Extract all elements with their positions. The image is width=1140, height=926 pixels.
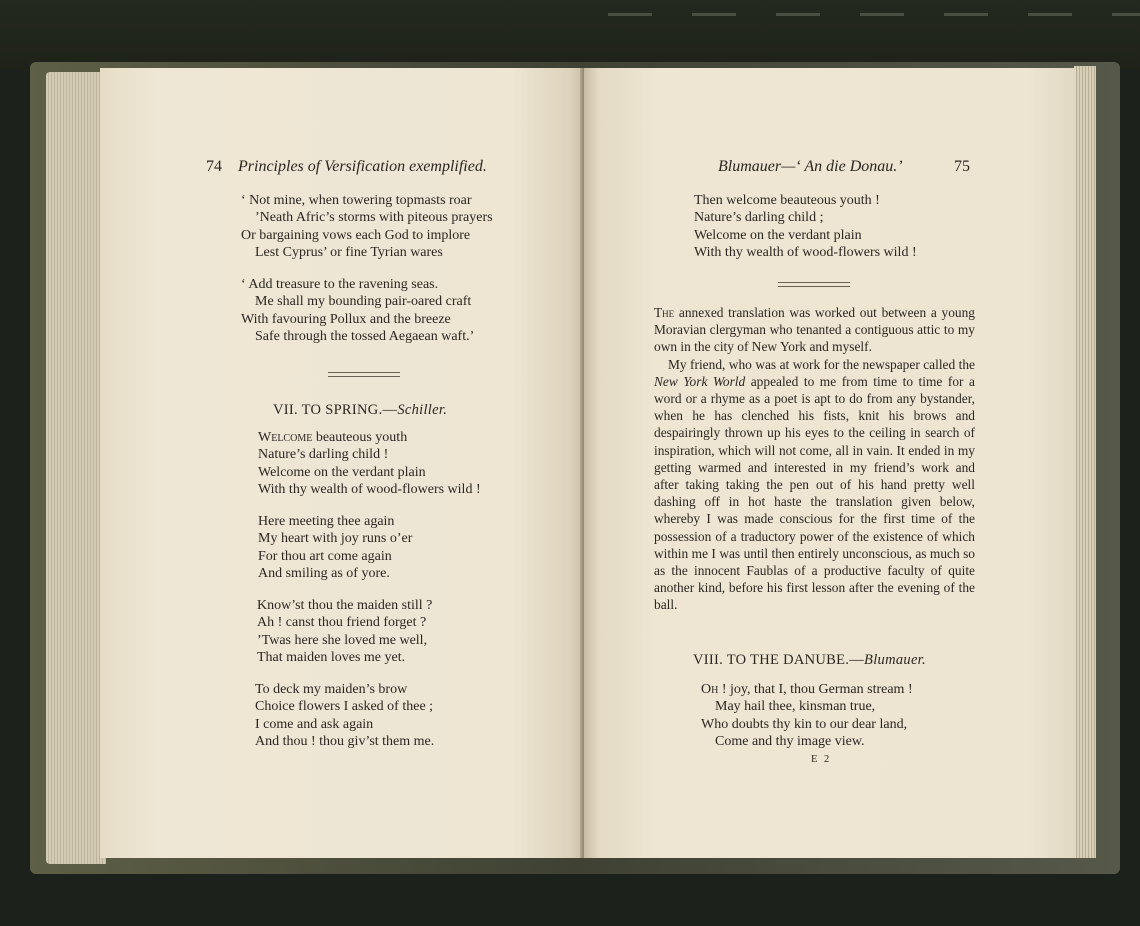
right-page-number: 75	[954, 158, 970, 175]
poem-title-spring: VII. TO SPRING.—Schiller.	[273, 402, 448, 418]
left-page	[100, 68, 584, 858]
stitching-dashes	[600, 13, 1140, 19]
translation-note: The annexed translation was worked out between a young Moravian clergyman who tenanted a contiguous attic to my own in the city of New York and myself. My friend, who was at work for the newspaper called the New York World appealed to me from time to time for a word or a rhyme as a poet is apt to do from any bystander, when he has clenched his fists, knit his brows and despairingly thrown up his eyes to the ceiling in search of inspiration, which will not come, all in vain. It ended in my getting warmed and interested in my friend’s work and after taking taking the pen out of his hand pretty well dashing off in hot haste the translation given below, whereby I was made conscious for the first time of the possession of a traductory power of the existence of which within me I was until then entirely unconscious, as much so as the innocent Faublas of a productive faculty of quite another kind, before his first lesson after the evening of the ball.	[654, 305, 975, 613]
page-edges-right	[1074, 66, 1096, 858]
background-top	[0, 0, 1140, 70]
section-rule	[328, 372, 400, 377]
section-rule-right	[778, 282, 850, 287]
signature-mark: E 2	[811, 754, 832, 765]
left-page-number: 74	[206, 158, 222, 175]
left-running-head: Principles of Versification exemplified.	[238, 158, 487, 175]
ode-stanza-1: ‘ Not mine, when towering topmasts roar ’Neath Afric’s storms with piteous prayers Or bargaining vows each God to implore Lest Cyprus’ or fine Tyrian wares	[241, 193, 493, 261]
spring-stanza-3: Know’st thou the maiden still ? Ah ! canst thou friend forget ? ’Twas here she loved me well, That maiden loves me yet.	[257, 598, 433, 666]
spring-stanza-5: Then welcome beauteous youth ! Nature’s darling child ; Welcome on the verdant plain With thy wealth of wood-flowers wild !	[694, 193, 917, 261]
spring-stanza-2: Here meeting thee again My heart with joy runs o’er For thou art come again And smiling as of yore.	[258, 514, 413, 582]
spring-stanza-1: Welcome beauteous youth Nature’s darling child ! Welcome on the verdant plain With thy wealth of wood-flowers wild !	[258, 430, 481, 498]
danube-stanza-1: Oh ! joy, that I, thou German stream ! May hail thee, kinsman true, Who doubts thy kin to our dear land, Come and thy image view.	[701, 682, 913, 750]
poem-title-danube: VIII. TO THE DANUBE.—Blumauer.	[693, 652, 926, 668]
ode-stanza-2: ‘ Add treasure to the ravening seas. Me shall my bounding pair-oared craft With favouring Pollux and the breeze Safe through the tossed Aegaean waft.’	[241, 277, 475, 345]
right-page	[584, 68, 1076, 858]
right-running-head: Blumauer—‘ An die Donau.’	[718, 158, 903, 175]
page-edges-left	[46, 72, 106, 864]
spring-stanza-4: To deck my maiden’s brow Choice flowers I asked of thee ; I come and ask again And thou ! thou giv’st them me.	[255, 682, 435, 750]
